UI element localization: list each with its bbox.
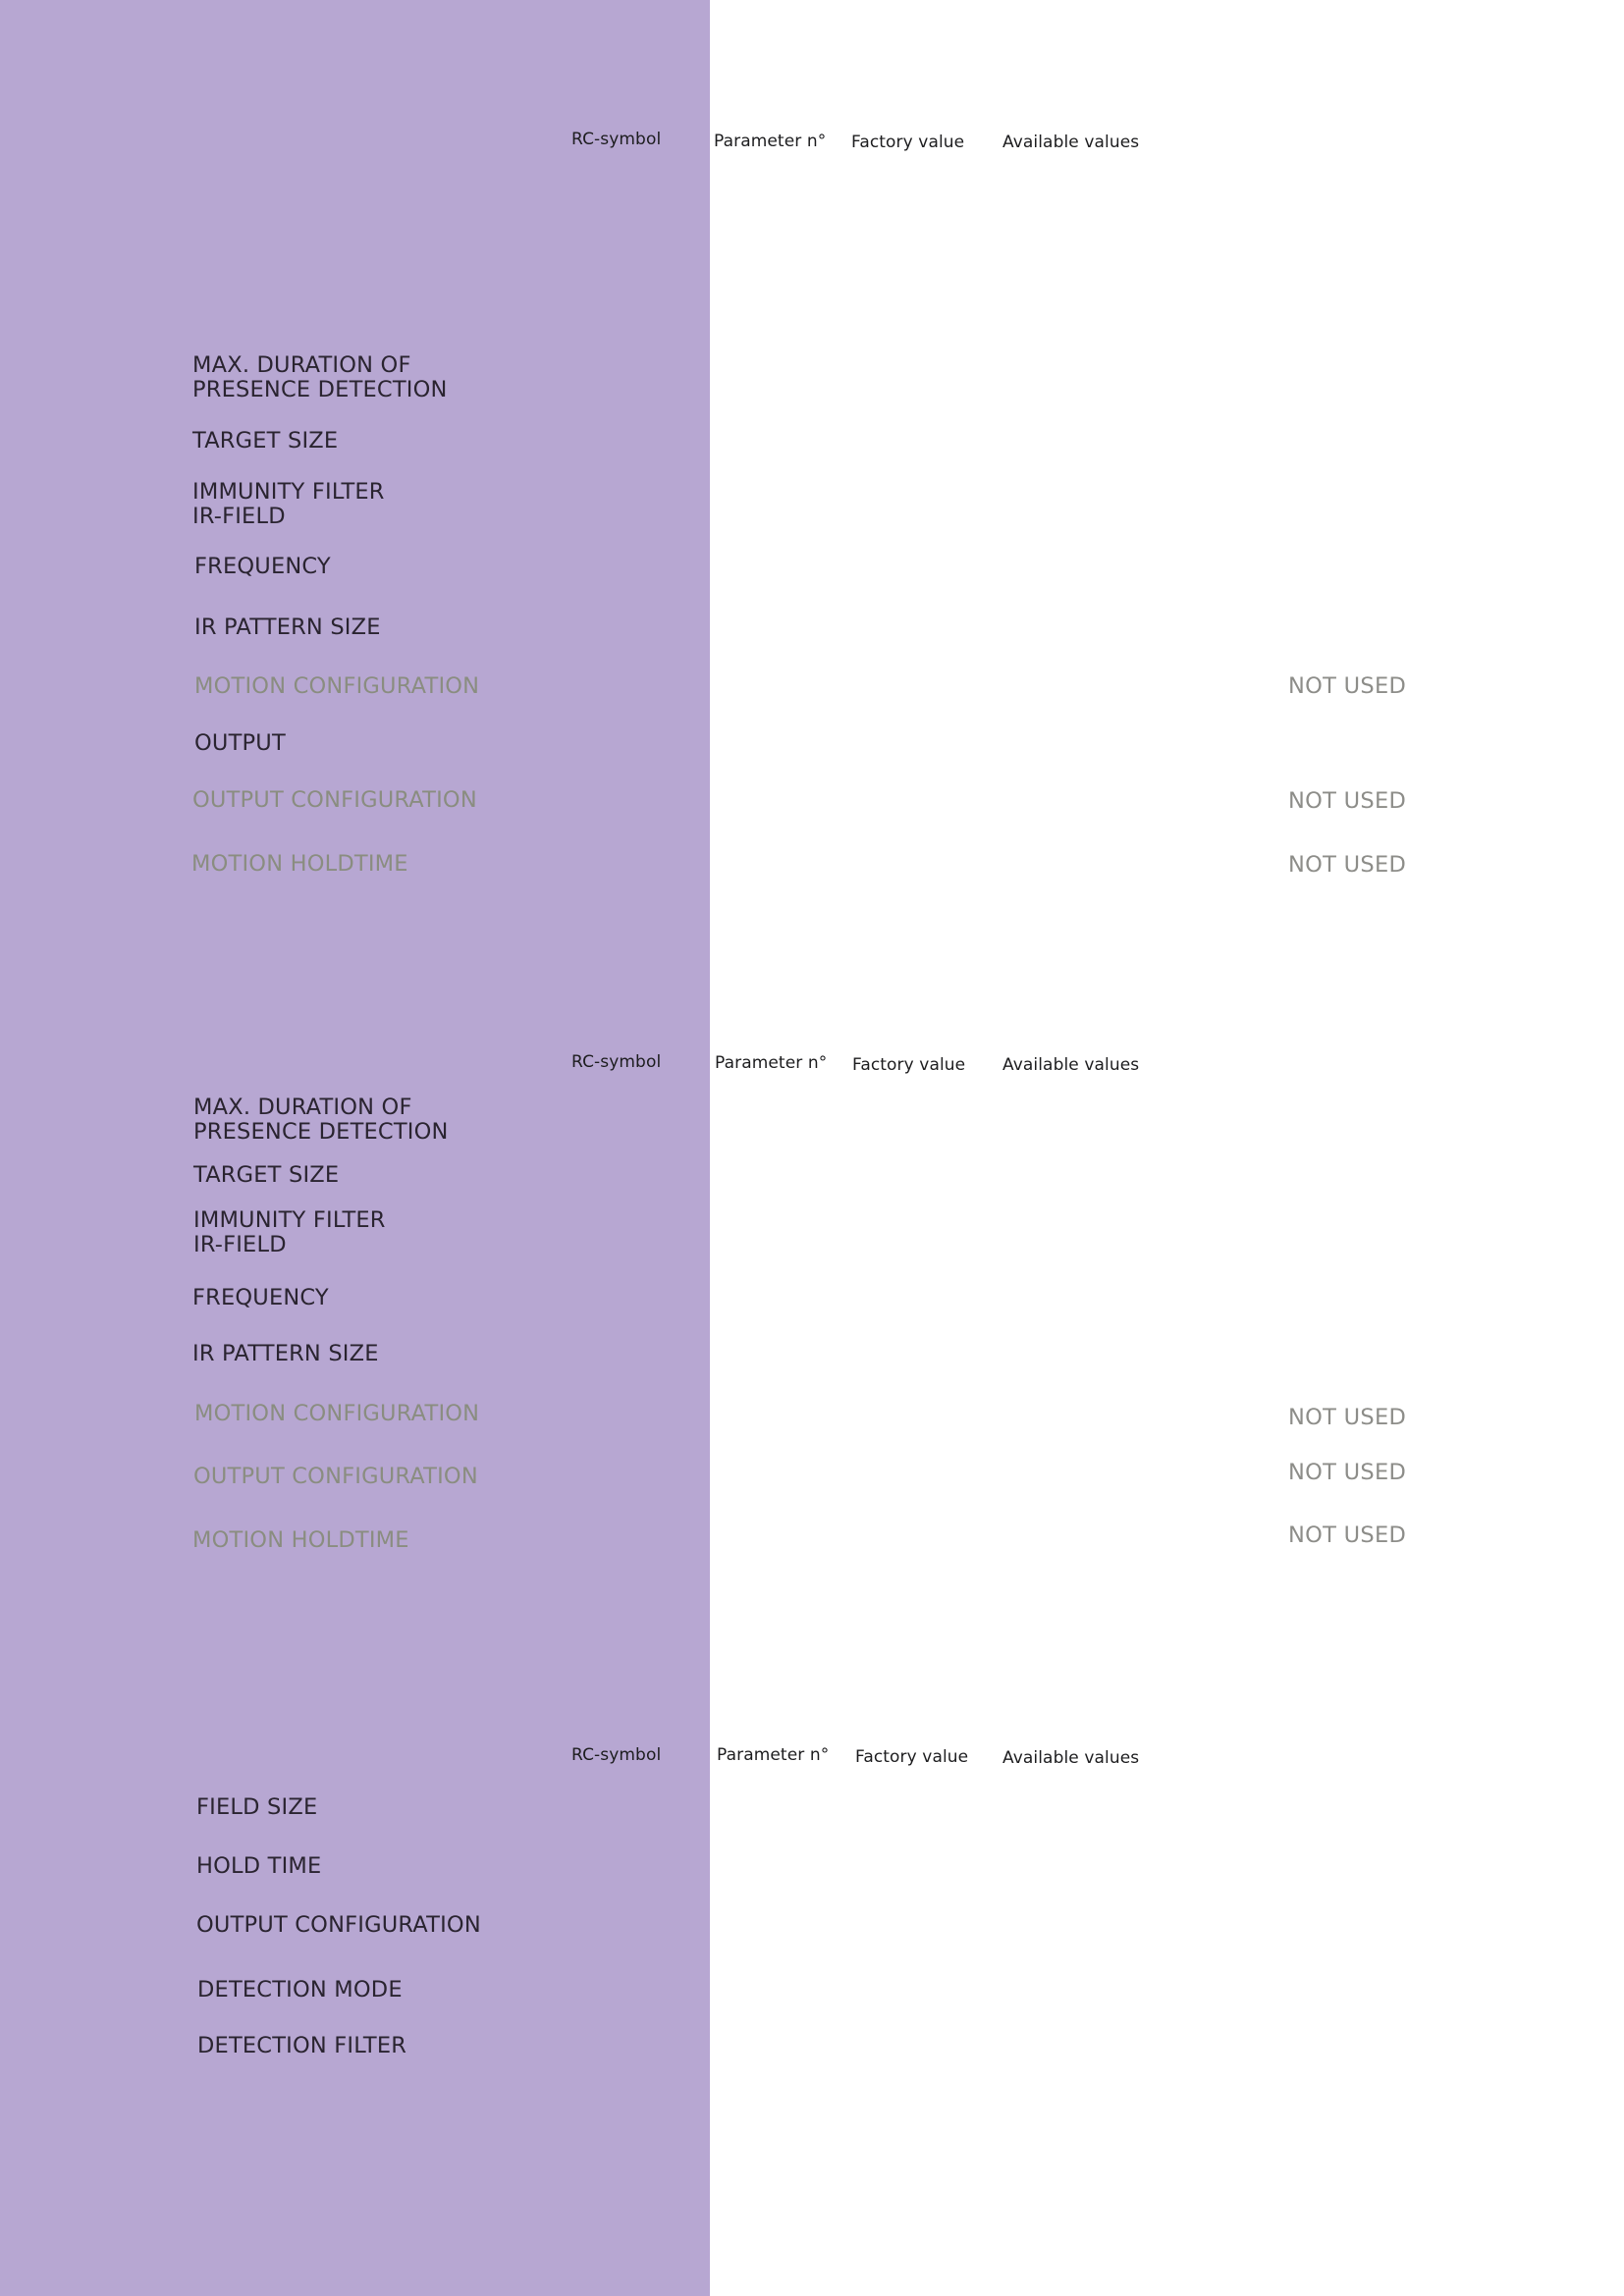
param-label: FIELD SIZE [196, 1794, 318, 1820]
col-header-parameter-no: Parameter n° [714, 132, 827, 151]
param-label: MOTION HOLDTIME [191, 851, 408, 877]
param-label: OUTPUT [194, 730, 286, 756]
parameter-panel [0, 0, 710, 2296]
param-label: MAX. DURATION OF PRESENCE DETECTION [193, 1095, 449, 1145]
not-used-label: NOT USED [1288, 852, 1407, 878]
param-label: TARGET SIZE [193, 1162, 340, 1188]
param-label: MOTION CONFIGURATION [194, 673, 480, 699]
col-header-rc-symbol: RC-symbol [571, 1052, 662, 1072]
param-label: MAX. DURATION OF PRESENCE DETECTION [192, 352, 448, 402]
col-header-parameter-no: Parameter n° [717, 1745, 830, 1765]
param-label: FREQUENCY [194, 554, 331, 579]
param-label: IMMUNITY FILTER IR-FIELD [192, 479, 385, 529]
param-label: MOTION CONFIGURATION [194, 1401, 480, 1426]
col-header-rc-symbol: RC-symbol [571, 130, 662, 149]
col-header-available-values: Available values [1002, 1055, 1140, 1075]
not-used-label: NOT USED [1288, 673, 1407, 699]
not-used-label: NOT USED [1288, 1405, 1407, 1430]
param-label: DETECTION MODE [197, 1977, 403, 2002]
param-label: OUTPUT CONFIGURATION [196, 1912, 481, 1938]
col-header-factory-value: Factory value [852, 1055, 966, 1075]
param-label: HOLD TIME [196, 1853, 322, 1879]
col-header-available-values: Available values [1002, 133, 1140, 152]
col-header-factory-value: Factory value [851, 133, 965, 152]
param-label: IR PATTERN SIZE [192, 1341, 379, 1366]
col-header-parameter-no: Parameter n° [715, 1053, 828, 1073]
param-label: MOTION HOLDTIME [192, 1527, 409, 1553]
param-label: IR PATTERN SIZE [194, 614, 381, 640]
col-header-available-values: Available values [1002, 1748, 1140, 1768]
param-label: TARGET SIZE [192, 428, 339, 454]
param-label: OUTPUT CONFIGURATION [193, 1464, 478, 1489]
param-label: DETECTION FILTER [197, 2033, 407, 2058]
not-used-label: NOT USED [1288, 1460, 1407, 1485]
param-label: FREQUENCY [192, 1285, 329, 1310]
not-used-label: NOT USED [1288, 788, 1407, 814]
not-used-label: NOT USED [1288, 1522, 1407, 1548]
param-label: IMMUNITY FILTER IR-FIELD [193, 1207, 386, 1257]
col-header-rc-symbol: RC-symbol [571, 1745, 662, 1765]
col-header-factory-value: Factory value [855, 1747, 969, 1767]
param-label: OUTPUT CONFIGURATION [192, 787, 477, 813]
